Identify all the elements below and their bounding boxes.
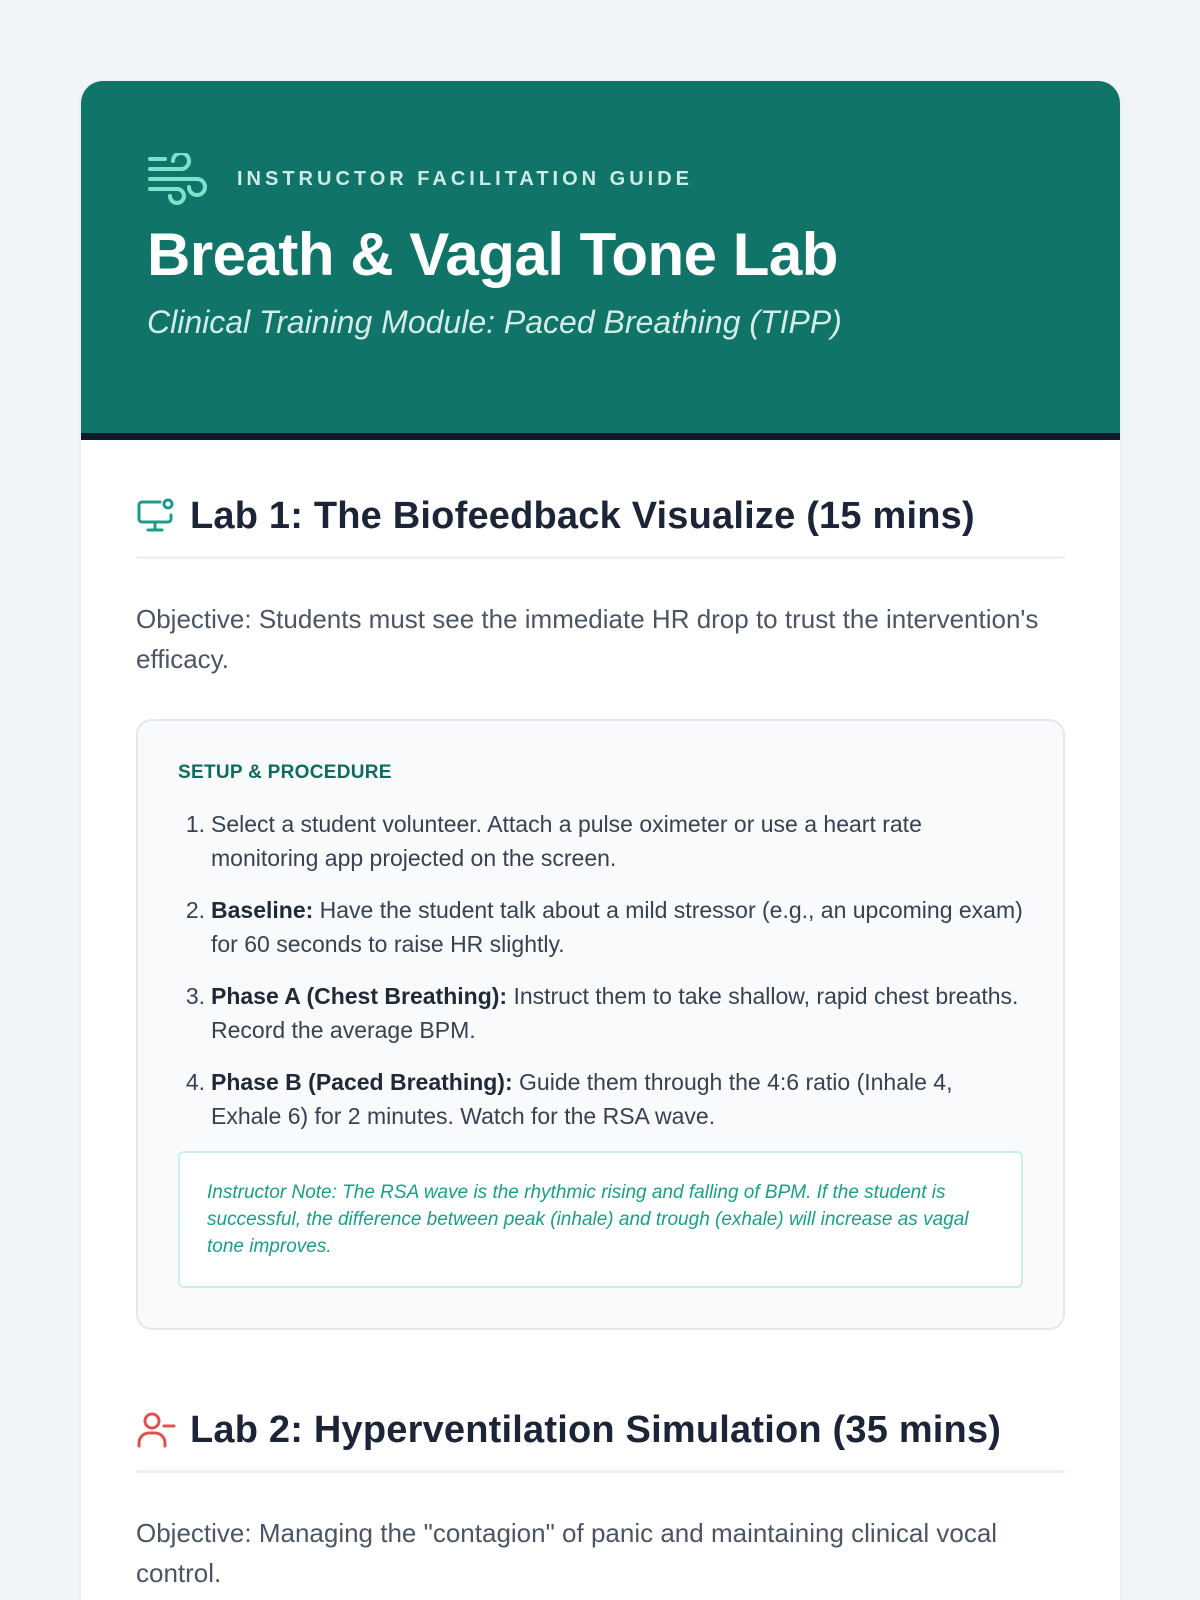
step-text: Guide them through the 4:6 ratio (Inhale 4, Exhale 6) for 2 minutes. Watch for the RSA wave.: [211, 1069, 953, 1129]
step-lead: Phase B (Paced Breathing):: [211, 1069, 513, 1095]
step-number: 4.: [185, 1069, 205, 1095]
guide-body: [81, 440, 1120, 1593]
procedure-step-1: [178, 807, 1023, 875]
lab-1-heading: [136, 492, 1065, 559]
procedure-step-2: [178, 893, 1023, 961]
step-content: [211, 893, 1023, 961]
step-text: Instruct them to take shallow, rapid chest breaths. Record the average BPM.: [211, 983, 1019, 1043]
step-text: Have the student talk about a mild stressor (e.g., an upcoming exam) for 60 seconds to raise HR slightly.: [211, 897, 1023, 957]
procedure-step-4: [178, 1065, 1023, 1133]
setup-heading: SETUP & PROCEDURE: [178, 762, 392, 783]
lab-1-section: [136, 492, 1065, 1330]
step-lead: Phase A (Chest Breathing):: [211, 983, 508, 1009]
procedure-steps: [178, 807, 1023, 1133]
eyebrow-row: [147, 153, 1054, 205]
procedure-step-3: [178, 979, 1023, 1047]
step-number: 3.: [185, 983, 205, 1009]
lab-1-title: Lab 1: The Biofeedback Visualize (15 mins): [190, 495, 975, 537]
user-minus-icon: [136, 1410, 176, 1450]
monitor-person-icon: [136, 496, 176, 536]
instructor-note: Instructor Note: The RSA wave is the rhythmic rising and falling of BPM. If the student is successful, the difference between peak (inhale) and trough (exhale) will increase as vagal tone improves.: [178, 1151, 1023, 1288]
lab-2-section: [136, 1406, 1065, 1593]
lab-2-title: Lab 2: Hyperventilation Simulation (35 mins): [190, 1409, 1002, 1451]
guide-eyebrow: INSTRUCTOR FACILITATION GUIDE: [237, 167, 693, 190]
lab-2-heading: [136, 1406, 1065, 1473]
wind-icon: [147, 153, 209, 205]
setup-procedure-box: [136, 719, 1065, 1330]
step-content: [211, 1065, 1023, 1133]
step-number: 2.: [185, 897, 205, 923]
step-lead: Baseline:: [211, 897, 314, 923]
guide-card: [81, 81, 1120, 1600]
page-title: Breath & Vagal Tone Lab: [147, 221, 838, 288]
step-content: [211, 979, 1023, 1047]
guide-header: [81, 81, 1120, 440]
lab-2-objective: Objective: Managing the "contagion" of panic and maintaining clinical vocal control.: [136, 1518, 998, 1588]
page-subtitle: Clinical Training Module: Paced Breathing (TIPP): [147, 304, 842, 340]
step-number: 1.: [185, 811, 205, 837]
lab-1-objective: Objective: Students must see the immediate HR drop to trust the intervention's efficacy.: [136, 604, 1039, 674]
step-text: Select a student volunteer. Attach a pulse oximeter or use a heart rate monitoring app projected on the screen.: [211, 811, 922, 871]
